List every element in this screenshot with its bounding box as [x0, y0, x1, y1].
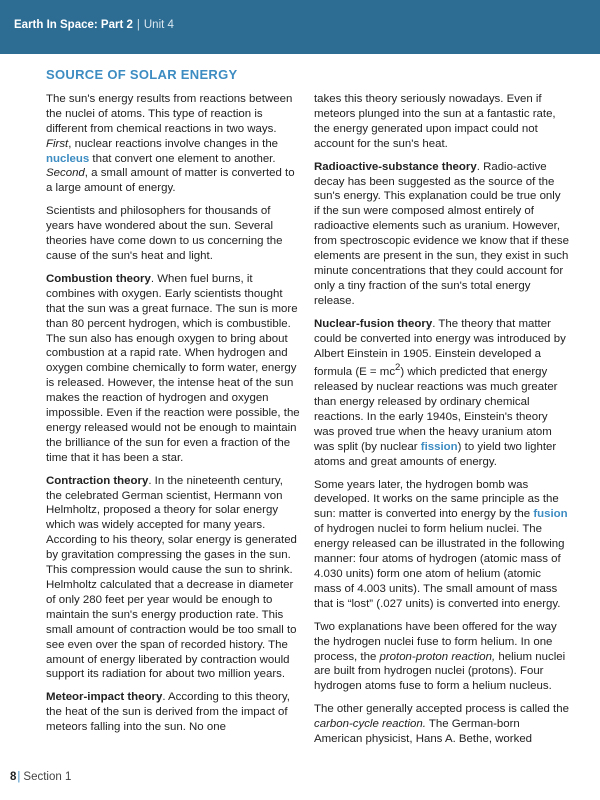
- superscript: 2: [395, 362, 401, 374]
- theory-heading-combustion: Combustion theory: [46, 272, 151, 285]
- emphasis-first: First: [46, 137, 69, 150]
- paragraph-meteor-impact-theory: [46, 690, 301, 735]
- emphasis-second: Second: [46, 167, 85, 180]
- paragraph-scientists: Scientists and philosophers for thousands of years have wondered about the sun. Several theories have come down to us concerning the cause of the sun's heat and light.: [46, 205, 283, 262]
- text-run: ) to yield two lighter atoms and great amounts of energy.: [314, 440, 557, 468]
- theory-heading-meteor-impact: Meteor-impact theory: [46, 691, 163, 704]
- page-footer: [10, 771, 71, 783]
- paragraph-combustion-theory: [46, 272, 301, 466]
- paragraph-intro: [46, 92, 301, 196]
- paragraph-carbon-cycle: [314, 702, 569, 747]
- text-run: Two explanations have been offered for the way the hydrogen nuclei fuse to form helium. In one process, the: [314, 620, 557, 663]
- text-run: . The theory that matter could be converted into energy was introduced by Albert Einstein in 1905. Einstein developed a formula (E = mc: [314, 317, 566, 379]
- text-run: The other generally accepted process is called the: [314, 703, 569, 716]
- section-label: Section 1: [23, 771, 72, 783]
- text-run: that convert one element to another.: [89, 152, 276, 165]
- keyword-fusion: fusion: [533, 508, 568, 521]
- text-run: . In the nineteenth century, the celebrated German scientist, Hermann von Helmholtz, proposed a theory for solar energy which was widely accepted for many years. According to his theory, solar energy is generated by gravitation compressing the gases in the sun. This compression would cause the sun to shrink. Helmholtz calculated that a decrease in diameter of only 280 feet per year would be enough to maintain the sun's energy production rate. This small amount of contraction would be too small to see even over the span of recorded history. The amount of energy liberated by contraction would support its radiation for about two million years.: [46, 474, 297, 681]
- left-column: [46, 66, 301, 743]
- text-run: , a small amount of matter is converted to a large amount of energy.: [46, 167, 295, 195]
- text-run: . According to this theory, the heat of the sun is derived from the impact of meteors falling into the sun. No one: [46, 691, 290, 734]
- text-run: The sun's energy results from reactions between the nuclei of atoms. This type of reaction is different from chemical reactions in two ways.: [46, 92, 293, 135]
- text-run: Some years later, the hydrogen bomb was developed. It works on the same principle as the sun: matter is converted into energy by the: [314, 478, 559, 521]
- paragraph-nuclear-fusion-theory: [314, 317, 569, 470]
- running-header: [14, 19, 174, 31]
- page-number: 8: [10, 771, 17, 783]
- footer-separator: |: [17, 771, 21, 783]
- paragraph-contraction-theory: [46, 474, 301, 683]
- text-run: , nuclear reactions involve changes in the: [68, 137, 279, 150]
- paragraph-proton-proton: [314, 620, 569, 695]
- paragraph-radioactive-theory: [314, 160, 569, 309]
- header-bar: [0, 0, 600, 54]
- theory-heading-radioactive: Radioactive-substance theory: [314, 160, 477, 173]
- paragraph-hydrogen-bomb: [314, 478, 569, 612]
- text-run: ) which predicted that energy released by nuclear reactions was much greater than energy released by ordinary chemical reactions. In the early 1940s, Einstein's theory was proved true when the heavy uranium atom was split (by nuclear: [314, 366, 558, 453]
- header-separator: |: [136, 19, 140, 31]
- term-proton-proton-reaction: proton-proton reaction,: [379, 650, 496, 663]
- term-carbon-cycle-reaction: carbon-cycle reaction.: [314, 718, 426, 731]
- keyword-fission: fission: [420, 440, 458, 453]
- text-run: The German-born American physicist, Hans A. Bethe, worked: [314, 718, 533, 746]
- text-run: helium nuclei are built from hydrogen nuclei (protons). Four hydrogen atoms fuse to form a helium nucleus.: [314, 650, 566, 693]
- theory-heading-contraction: Contraction theory: [46, 474, 149, 487]
- text-run: of hydrogen nuclei to form helium nuclei. The energy released can be illustrated in the following manner: four atoms of hydrogen (atomic mass of 4.030 units) form one atom of helium (atomic mass of 4.003 units). The small amount of mass that is “lost” (.027 units) is converted into energy.: [314, 523, 565, 610]
- keyword-nucleus: nucleus: [46, 152, 90, 165]
- paragraph-meteor-continued: takes this theory seriously nowadays. Even if meteors plunged into the sun at a fantastic rate, the energy generated upon impact could not account for the sun's heat.: [314, 93, 556, 150]
- unit-label: Unit 4: [143, 19, 174, 31]
- book-title: Earth In Space: Part 2: [14, 19, 133, 31]
- right-column: [314, 92, 569, 755]
- text-run: . Radio-active decay has been suggested as the source of the sun's energy. This explanation could be true only if the sun were composed almost entirely of radioactive elements such as uranium. However, from spectroscopic evidence we know that if these elements are present in the sun, they exist in such minute concentrations that they could account for only a tiny fraction of the sun's total energy release.: [314, 160, 569, 307]
- theory-heading-nuclear-fusion: Nuclear-fusion theory: [314, 317, 433, 330]
- section-title: SOURCE OF SOLAR ENERGY: [46, 67, 238, 82]
- text-run: . When fuel burns, it combines with oxygen. Early scientists thought that the sun was a great furnace. The sun is more than 80 percent hydrogen, which is combustible. The sun also has enough oxygen to bring about combustion at a rapid rate. When hydrogen and oxygen combine chemically to form water, energy is released. However, the intense heat of the sun makes the reaction of hydrogen and oxygen impossible. Even if the reaction were possible, the energy released would not be enough to maintain the brilliance of the sun for even a fraction of the time that it has been a star.: [46, 272, 300, 464]
